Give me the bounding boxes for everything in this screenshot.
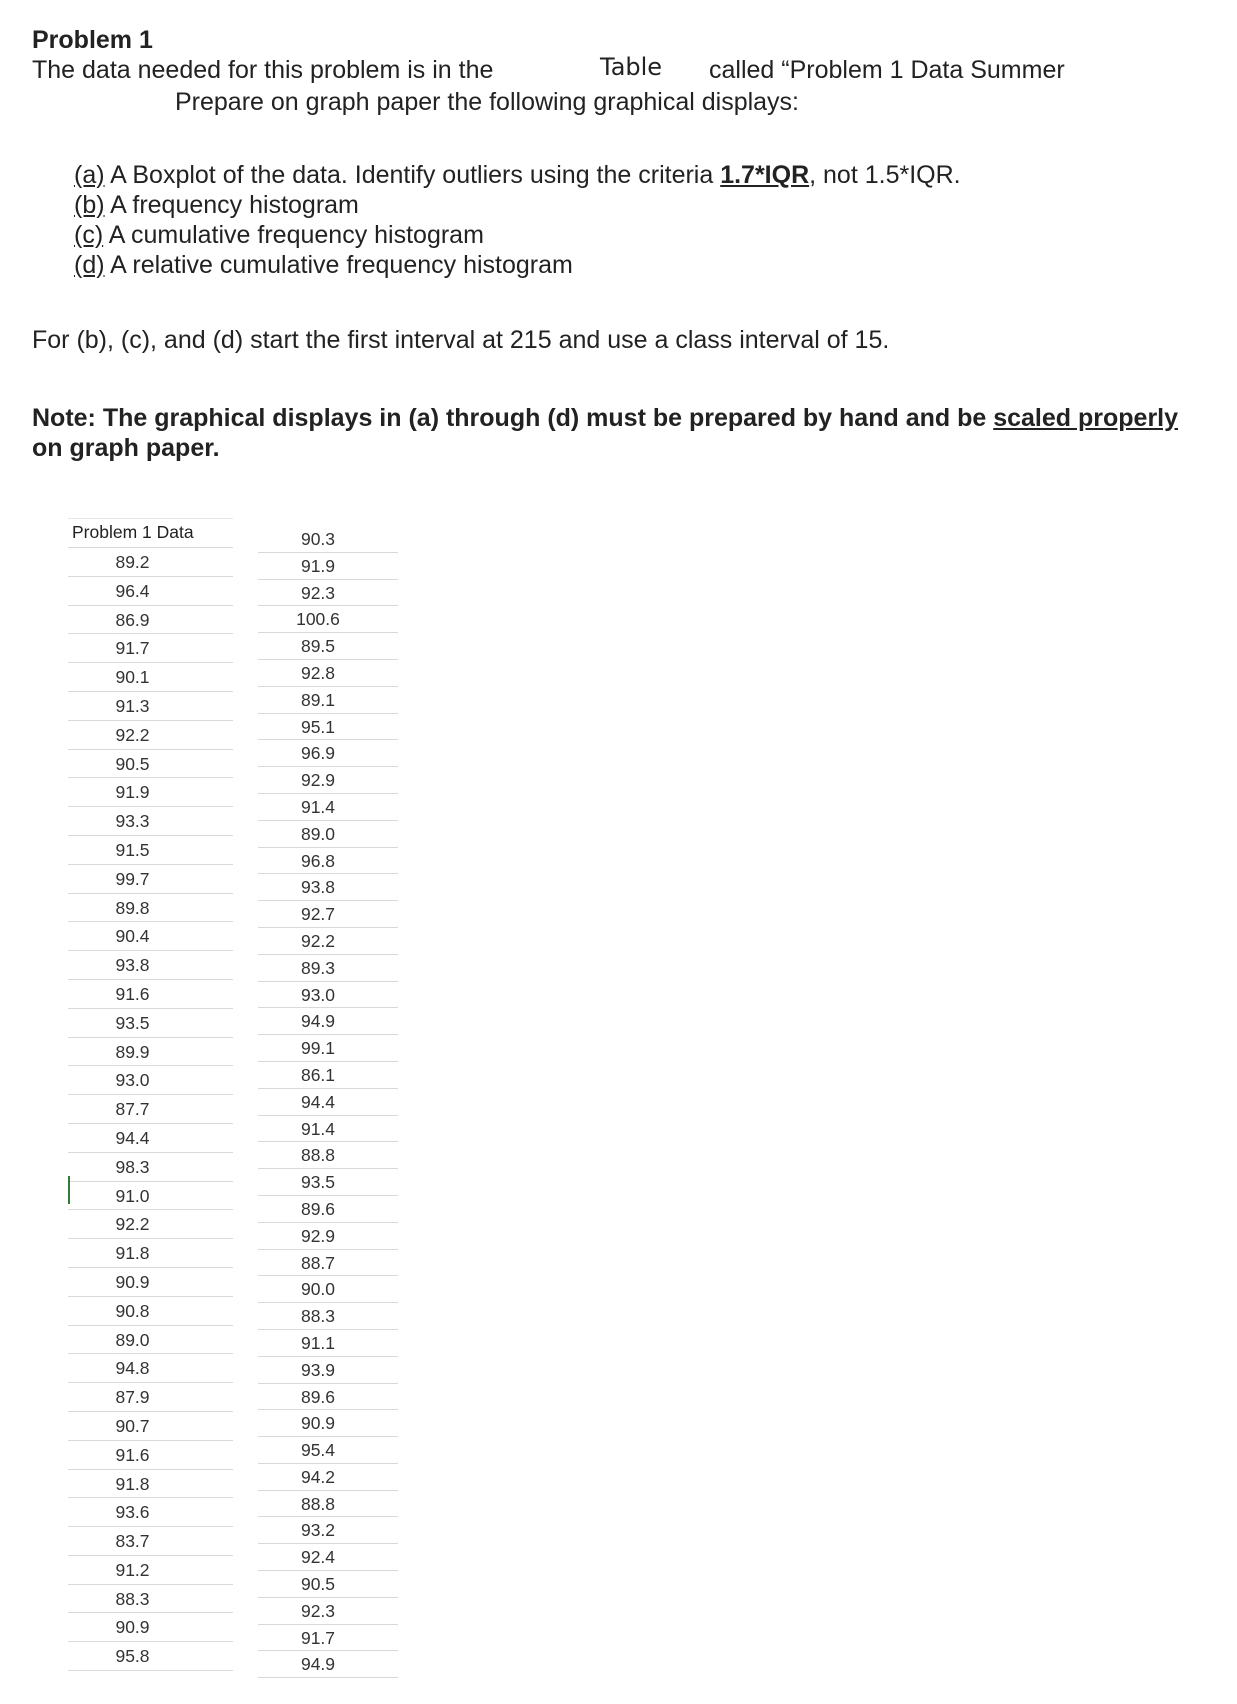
table-cell[interactable]: 88.8 <box>258 1142 398 1169</box>
table-cell[interactable]: 92.9 <box>258 767 398 794</box>
table-cell[interactable]: 92.2 <box>68 721 233 750</box>
task-emphasis: 1.7*IQR <box>720 161 810 189</box>
table-cell[interactable]: 93.3 <box>68 807 233 836</box>
table-cell[interactable]: 89.9 <box>68 1038 233 1067</box>
table-cell[interactable]: 91.2 <box>68 1556 233 1585</box>
table-cell[interactable]: 94.4 <box>258 1089 398 1116</box>
table-cell[interactable]: 93.8 <box>68 951 233 980</box>
table-cell[interactable]: 92.7 <box>258 901 398 928</box>
note-text: Note: The graphical displays in (a) through (d) must be prepared by hand and be <box>32 404 994 432</box>
table-cell[interactable]: 98.3 <box>68 1153 233 1182</box>
table-cell[interactable]: 90.9 <box>68 1268 233 1297</box>
cell-selection-marker <box>68 1176 70 1204</box>
intro-line-2: Prepare on graph paper the following graphical displays: <box>175 88 799 116</box>
table-cell[interactable]: 93.0 <box>68 1066 233 1095</box>
table-header: Problem 1 Data <box>68 518 233 548</box>
table-cell[interactable]: 95.8 <box>68 1642 233 1671</box>
table-cell[interactable]: 83.7 <box>68 1527 233 1556</box>
table-cell[interactable]: 92.4 <box>258 1544 398 1571</box>
task-text: A frequency histogram <box>104 191 359 219</box>
table-cell[interactable]: 91.5 <box>68 836 233 865</box>
data-column-1 <box>68 518 233 1671</box>
table-cell[interactable]: 95.1 <box>258 714 398 741</box>
table-cell[interactable]: 90.5 <box>258 1571 398 1598</box>
interval-note: For (b), (c), and (d) start the first interval at 215 and use a class interval of 15. <box>32 326 890 354</box>
table-cell[interactable]: 94.9 <box>258 1651 398 1678</box>
intro-line-1 <box>32 53 1065 85</box>
table-cell[interactable]: 93.5 <box>68 1009 233 1038</box>
table-cell[interactable]: 92.2 <box>68 1210 233 1239</box>
table-cell[interactable]: 86.1 <box>258 1062 398 1089</box>
table-cell[interactable]: 90.8 <box>68 1297 233 1326</box>
table-cell[interactable]: 99.1 <box>258 1035 398 1062</box>
table-cell[interactable]: 91.8 <box>68 1470 233 1499</box>
task-list <box>74 160 961 280</box>
task-text: A Boxplot of the data. Identify outliers using the criteria <box>104 161 721 189</box>
problem-title: Problem 1 <box>32 26 153 54</box>
table-cell[interactable]: 92.9 <box>258 1223 398 1250</box>
table-cell[interactable]: 90.4 <box>68 922 233 951</box>
task-item-d <box>74 250 961 280</box>
table-cell[interactable]: 89.0 <box>258 821 398 848</box>
task-item-c <box>74 220 961 250</box>
note-text-end: on graph paper. <box>32 434 220 462</box>
table-cell[interactable]: 87.9 <box>68 1383 233 1412</box>
table-cell[interactable]: 91.6 <box>68 1441 233 1470</box>
table-cell[interactable]: 89.6 <box>258 1384 398 1411</box>
table-cell[interactable]: 90.3 <box>258 526 398 553</box>
task-text-after: , not 1.5*IQR. <box>809 161 961 189</box>
table-cell[interactable]: 94.8 <box>68 1354 233 1383</box>
table-cell[interactable]: 91.9 <box>258 553 398 580</box>
table-cell[interactable]: 87.7 <box>68 1095 233 1124</box>
table-cell[interactable]: 91.0 <box>68 1182 233 1211</box>
table-cell[interactable]: 92.2 <box>258 928 398 955</box>
table-cell[interactable]: 91.4 <box>258 1116 398 1143</box>
table-cell[interactable]: 91.7 <box>258 1625 398 1652</box>
table-cell[interactable]: 91.7 <box>68 634 233 663</box>
table-cell[interactable]: 92.3 <box>258 580 398 607</box>
task-label: (b) <box>74 191 105 219</box>
table-cell[interactable]: 93.5 <box>258 1169 398 1196</box>
table-cell[interactable]: 90.7 <box>68 1412 233 1441</box>
data-column-2 <box>258 526 398 1678</box>
task-item-b <box>74 190 961 220</box>
note <box>32 403 1212 463</box>
table-cell[interactable]: 94.2 <box>258 1464 398 1491</box>
table-cell[interactable]: 89.3 <box>258 955 398 982</box>
table-cell[interactable]: 89.0 <box>68 1326 233 1355</box>
table-cell[interactable]: 91.6 <box>68 980 233 1009</box>
table-cell[interactable]: 91.3 <box>68 692 233 721</box>
task-label: (d) <box>74 251 105 279</box>
table-cell[interactable]: 91.9 <box>68 778 233 807</box>
table-word: Table <box>600 53 663 81</box>
table-cell[interactable]: 86.9 <box>68 606 233 635</box>
table-cell[interactable]: 91.4 <box>258 794 398 821</box>
table-top-border <box>68 518 233 519</box>
table-cell[interactable]: 88.3 <box>68 1585 233 1614</box>
table-cell[interactable]: 90.0 <box>258 1276 398 1303</box>
table-cell[interactable]: 88.3 <box>258 1303 398 1330</box>
table-cell[interactable]: 90.1 <box>68 663 233 692</box>
task-text: A cumulative frequency histogram <box>103 221 484 249</box>
table-cell[interactable]: 88.8 <box>258 1491 398 1518</box>
table-cell[interactable]: 93.9 <box>258 1357 398 1384</box>
task-label: (c) <box>74 221 104 249</box>
intro-text-part1: The data needed for this problem is in the <box>32 56 494 84</box>
table-cell[interactable]: 94.4 <box>68 1124 233 1153</box>
intro-text-part2: called “Problem 1 Data Summer <box>709 56 1065 84</box>
table-cell[interactable]: 88.7 <box>258 1250 398 1277</box>
task-item-a <box>74 160 961 190</box>
table-cell[interactable]: 96.9 <box>258 740 398 767</box>
table-cell[interactable]: 96.8 <box>258 848 398 875</box>
task-text: A relative cumulative frequency histogram <box>104 251 573 279</box>
note-underlined: scaled properly <box>993 404 1179 432</box>
table-cell[interactable]: 89.5 <box>258 633 398 660</box>
table-cell[interactable]: 93.0 <box>258 982 398 1009</box>
table-cell[interactable]: 92.8 <box>258 660 398 687</box>
table-cell[interactable]: 100.6 <box>258 606 398 633</box>
task-label: (a) <box>74 161 105 189</box>
table-cell[interactable]: 99.7 <box>68 865 233 894</box>
table-cell[interactable]: 95.4 <box>258 1437 398 1464</box>
table-cell[interactable]: 93.6 <box>68 1498 233 1527</box>
table-cell[interactable]: 92.3 <box>258 1598 398 1625</box>
table-cell[interactable]: 90.5 <box>68 750 233 779</box>
table-cell[interactable]: 89.8 <box>68 894 233 923</box>
table-cell[interactable]: 96.4 <box>68 577 233 606</box>
table-cell[interactable]: 91.8 <box>68 1239 233 1268</box>
table-cell[interactable]: 93.8 <box>258 874 398 901</box>
table-cell[interactable]: 89.1 <box>258 687 398 714</box>
table-cell[interactable]: 90.9 <box>258 1410 398 1437</box>
table-cell[interactable]: 91.1 <box>258 1330 398 1357</box>
table-cell[interactable]: 89.2 <box>68 548 233 577</box>
table-cell[interactable]: 94.9 <box>258 1008 398 1035</box>
table-cell[interactable]: 90.9 <box>68 1613 233 1642</box>
table-cell[interactable]: 89.6 <box>258 1196 398 1223</box>
table-cell[interactable]: 93.2 <box>258 1517 398 1544</box>
